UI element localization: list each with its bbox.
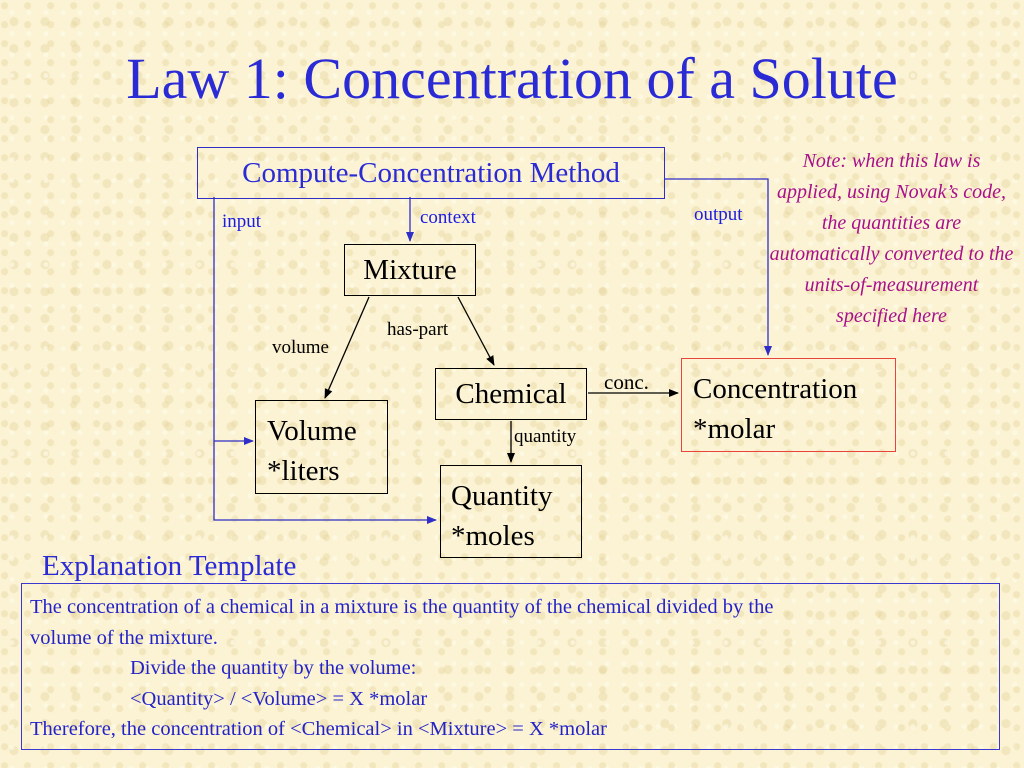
chemical-node: Chemical (435, 368, 587, 420)
quantity-edge-label: quantity (514, 426, 577, 447)
explanation-line-2: volume of the mixture. (30, 626, 218, 649)
context-label: context (420, 207, 476, 228)
explanation-line-3: Divide the quantity by the volume: (130, 657, 417, 679)
novak-note: Note: when this law is applied, using Novak’s code, the quantities are automatically converted to the units-of-measurement specified here (769, 150, 1014, 327)
concentration-node-name: Concentration (693, 373, 858, 405)
input-label: input (222, 211, 262, 232)
explanation-line-4: <Quantity> / <Volume> = X *molar (130, 687, 428, 710)
concentration-node (681, 358, 896, 452)
quantity-node (440, 465, 582, 558)
volume-relation-arrow (325, 297, 369, 398)
volume-edge-label: volume (272, 337, 329, 358)
volume-node (255, 400, 388, 494)
conc-edge-label: conc. (604, 370, 649, 394)
explanation-heading: Explanation Template (42, 550, 297, 582)
page-title: Law 1: Concentration of a Solute (126, 46, 898, 111)
explanation-line-5: Therefore, the concentration of <Chemical> in <Mixture> = X *molar (30, 718, 607, 740)
explanation-template-box (21, 583, 1000, 750)
volume-node-unit: *liters (267, 455, 340, 487)
output-label: output (694, 204, 743, 225)
mixture-node: Mixture (344, 244, 476, 296)
has-part-relation-arrow (458, 297, 494, 365)
volume-node-name: Volume (267, 415, 357, 447)
quantity-node-unit: *moles (451, 520, 535, 552)
explanation-line-1: The concentration of a chemical in a mixture is the quantity of the chemical divided by the (30, 596, 774, 618)
quantity-node-name: Quantity (451, 480, 553, 512)
has-part-edge-label: has-part (387, 319, 449, 340)
compute-concentration-method-node: Compute-Concentration Method (197, 147, 665, 199)
concentration-node-unit: *molar (693, 413, 776, 445)
